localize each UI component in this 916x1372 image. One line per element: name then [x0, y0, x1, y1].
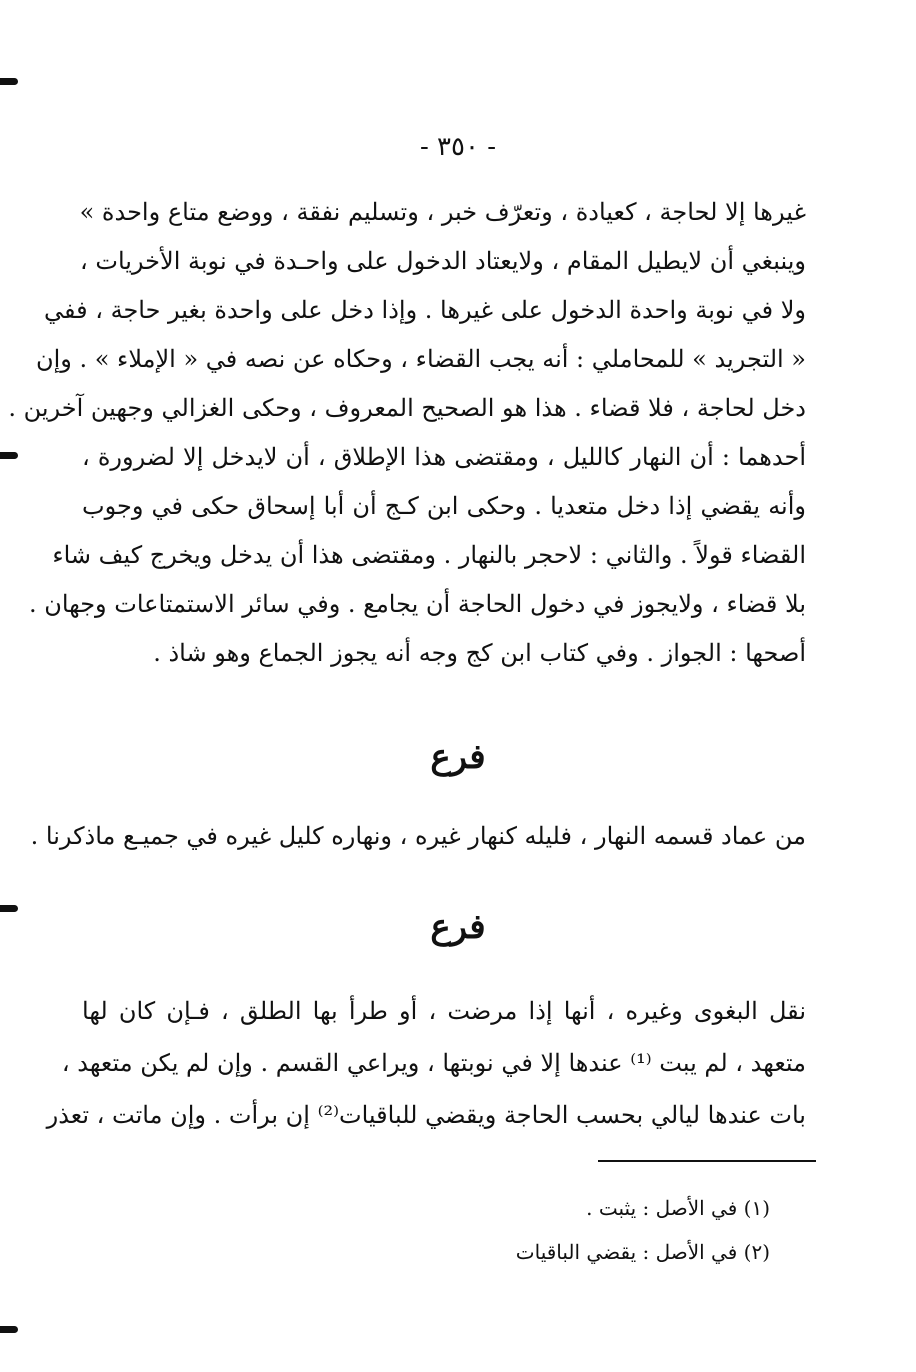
main-paragraph — [8, 188, 806, 678]
footnote: (٢) في الأصل : يقضي الباقيات — [515, 1240, 770, 1264]
page-number: - ٣٥٠ - — [419, 132, 497, 162]
scan-edge-mark — [0, 78, 18, 85]
text-line: وينبغي أن لايطيل المقام ، ولايعتاد الدخول على واحـدة في نوبة الأخريات ، — [79, 247, 806, 275]
section-heading: فرع — [430, 737, 486, 777]
scan-edge-mark — [0, 1326, 18, 1333]
text-line: أصحها : الجواز . وفي كتاب ابن كج وجه أنه يجوز الجماع وهو شاذ . — [153, 639, 806, 667]
footnote-divider — [598, 1160, 816, 1162]
text-line: أحدهما : أن النهار كالليل ، ومقتضى هذا الإطلاق ، أن لايدخل إلا لضرورة ، — [82, 443, 806, 471]
text-line: متعهد ، لم يبت ⁽¹⁾ عندها إلا في نوبتها ، ويراعي القسم . وإن لم يكن متعهد ، — [61, 1049, 806, 1077]
text-line: « التجريد » للمحاملي : أنه يجب القضاء ، وحكاه عن نصه في « الإملاء » . وإن — [35, 345, 806, 373]
text-line: غيرها إلا لحاجة ، كعيادة ، وتعرّف خبر ، وتسليم نفقة ، ووضع متاع واحدة » — [79, 198, 806, 226]
text-line: ولا في نوبة واحدة الدخول على غيرها . وإذا دخل على واحدة بغير حاجة ، ففي — [43, 296, 806, 324]
footnotes — [300, 1186, 770, 1274]
text-line: القضاء قولاً . والثاني : لاحجر بالنهار . ومقتضى هذا أن يدخل ويخرج كيف شاء — [52, 541, 806, 569]
scan-edge-mark — [0, 452, 18, 459]
branch-paragraph — [30, 812, 806, 861]
footnote: (١) في الأصل : يثبت . — [586, 1196, 770, 1220]
text-line: من عماد قسمه النهار ، فليله كنهار غيره ، ونهاره كليل غيره في جميـع ماذكرنا . — [30, 822, 806, 850]
section-heading: فرع — [430, 907, 486, 947]
text-line: نقل البغوى وغيره ، أنها إذا مرضت ، أو طرأ بها الطلق ، فـإن كان لها — [82, 997, 806, 1025]
text-line: بات عندها ليالي بحسب الحاجة ويقضي للباقيات⁽²⁾ إن برأت . وإن ماتت ، تعذر — [46, 1101, 806, 1129]
branch-paragraph — [46, 985, 806, 1141]
text-line: وأنه يقضي إذا دخل متعديا . وحكى ابن كـج أن أبا إسحاق حكى في وجوب — [82, 492, 806, 520]
text-line: بلا قضاء ، ولايجوز في دخول الحاجة أن يجامع . وفي سائر الاستمتاعات وجهان . — [28, 590, 806, 618]
text-line: دخل لحاجة ، فلا قضاء . هذا هو الصحيح المعروف ، وحكى الغزالي وجهين آخرين . — [8, 394, 806, 422]
